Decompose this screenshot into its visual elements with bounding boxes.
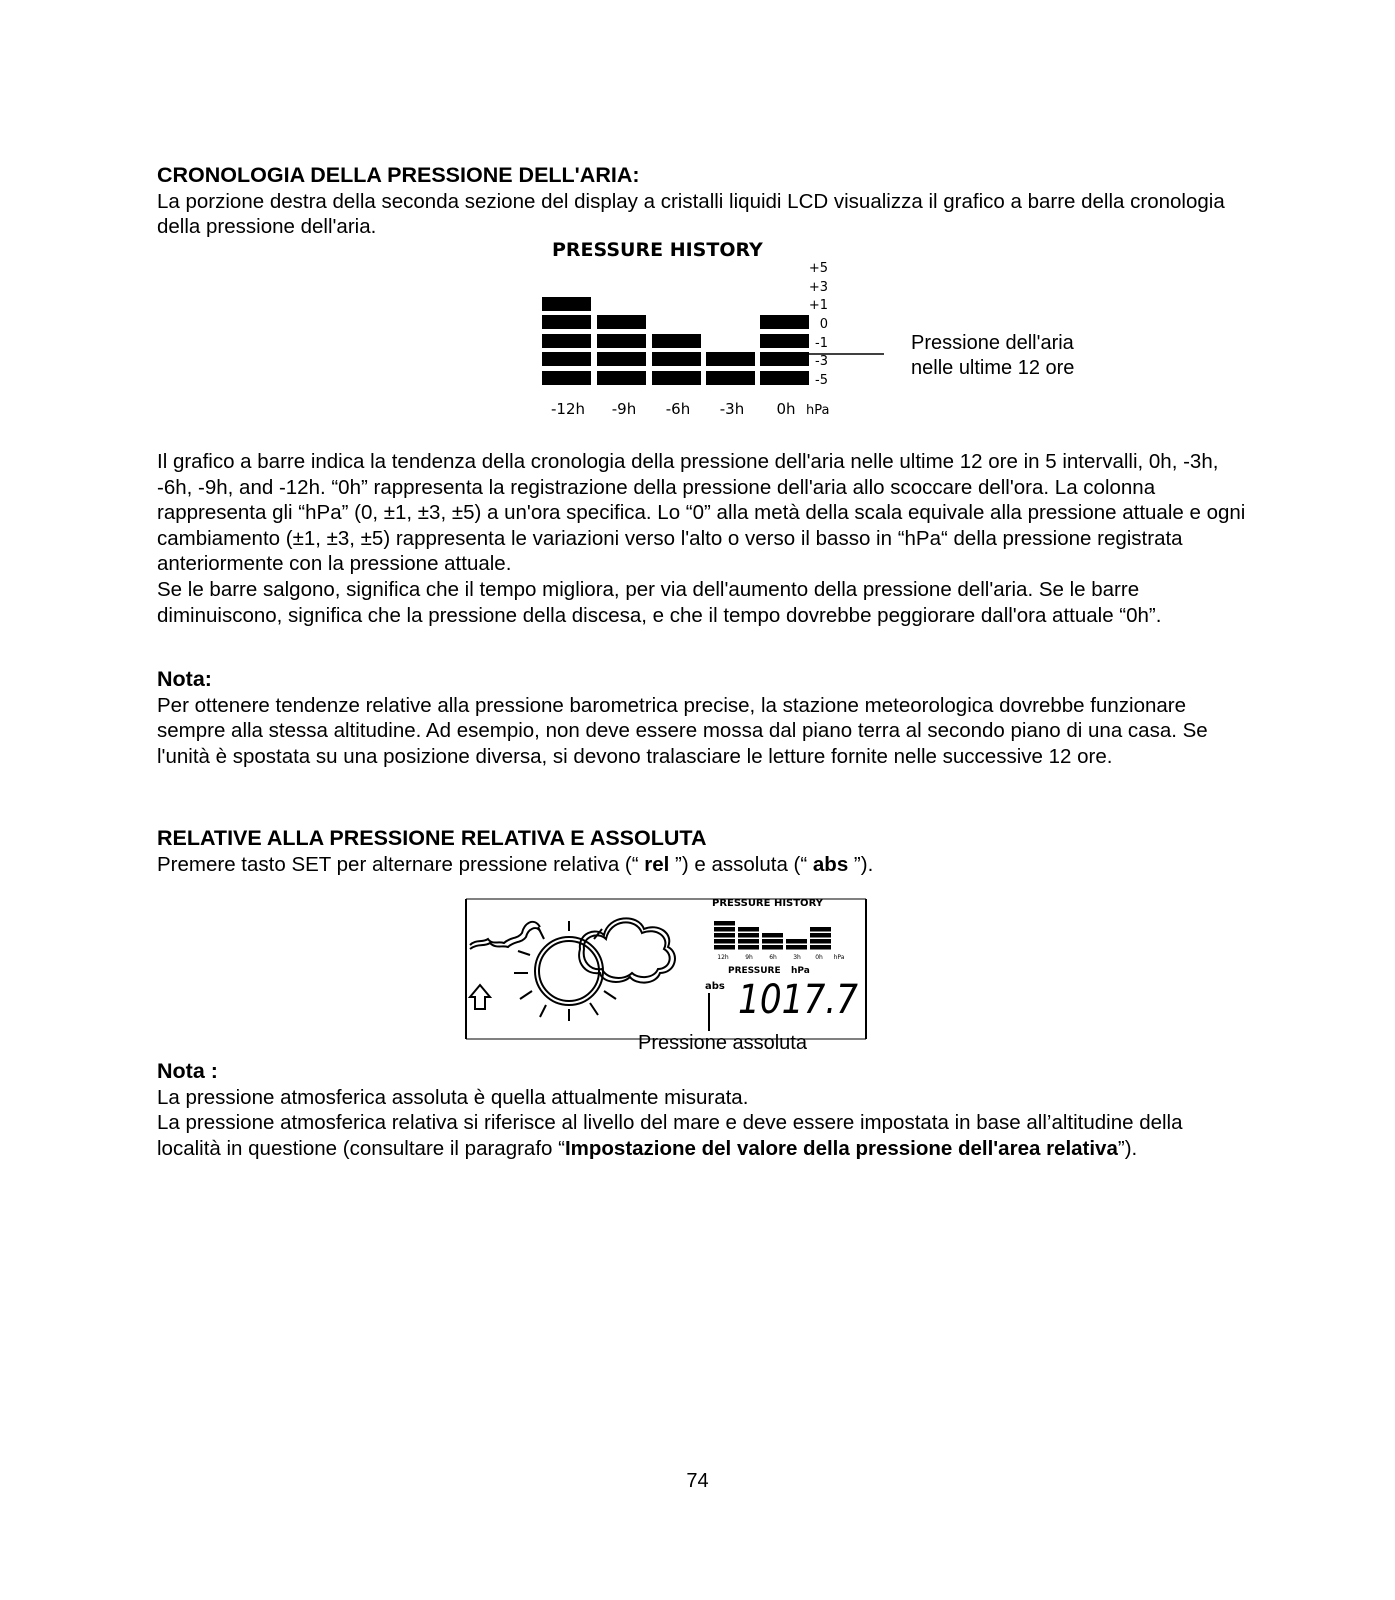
x-tick-label: 0h: [776, 400, 796, 418]
note-block: [157, 667, 1247, 769]
mini-x-label: 3h: [793, 954, 801, 961]
mini-bar-segment: [810, 939, 831, 944]
chart-bars: [542, 297, 809, 385]
scale-tick: -1: [815, 336, 828, 351]
scale-tick: -5: [815, 373, 828, 388]
mini-chart-bars: [714, 921, 831, 950]
body-paragraph-2: Se le barre salgono, significa che il tempo migliora, per via dell'aumento della pressione dell'aria. Se le barre diminuiscono, significa che la pressione della discesa, e che il tempo dovrebbe peggiorare dall'ora attuale “0h”.: [157, 577, 1162, 627]
intro-paragraph: La porzione destra della seconda sezione del display a cristalli liquidi LCD visualizza il grafico a barre della cronologia della pressione dell'aria.: [157, 189, 1225, 239]
mini-bar-segment: [714, 939, 735, 944]
page-number: 74: [686, 1470, 709, 1492]
body-paragraph-1: Il grafico a barre indica la tendenza della cronologia della pressione dell'aria nelle ultime 12 ore in 5 intervalli, 0h, -3h, -6h, -9h, and -12h. “0h” rappresenta la registrazione della pressione dell'aria allo scoccare dell'ora. La colonna rappresenta gli “hPa” (0, ±1, ±3, ±5) a un'ora specifica. Lo “0” alla metà della scala equivale alla pressione attuale e ogni cambiamento (±1, ±3, ±5) rappresenta le variazioni verso l'alto o verso il basso in “hPa“ della pressione registrata anteriormente con la pressione attuale.: [157, 450, 1246, 576]
section2-text: Premere tasto SET per alternare pressione relativa (“ rel ”) e assoluta (“ abs ”).: [157, 852, 874, 876]
bar-segment: [542, 352, 591, 366]
chart-title: PRESSURE HISTORY: [552, 239, 763, 261]
bar-segment: [597, 315, 646, 329]
bar-segment: [597, 371, 646, 385]
pressure-label: PRESSURE: [728, 966, 781, 976]
x-tick-label: -3h: [719, 400, 745, 418]
section-heading: CRONOLOGIA DELLA PRESSIONE DELL'ARIA:: [157, 163, 640, 187]
scale-tick: +1: [808, 298, 828, 313]
mode-indicator: abs: [705, 981, 725, 992]
note-text: Per ottenere tendenze relative alla pressione barometrica precise, la stazione meteorologica dovrebbe funzionare sempre alla stessa altitudine. Ad esempio, non deve essere mossa dal piano terra al secondo piano di una casa. Se l'unità è spostata su una posizione diversa, si devono tralasciare le letture fornite nelle successive 12 ore.: [157, 693, 1208, 768]
mini-x-label: 0h: [815, 954, 823, 961]
mini-bar-segment: [786, 939, 807, 944]
pressure-reading: 1017.7: [738, 977, 859, 1023]
bar-segment: [652, 352, 701, 366]
mini-x-label: 12h: [717, 954, 729, 961]
mini-bar-segment: [738, 945, 759, 950]
mini-bar-segment: [762, 933, 783, 938]
mini-bar-segment: [714, 945, 735, 950]
x-tick-label: -12h: [550, 400, 586, 418]
mini-bar-segment: [762, 939, 783, 944]
mini-bar-segment: [762, 945, 783, 950]
mini-x-label: 9h: [745, 954, 753, 961]
mini-bar-segment: [810, 927, 831, 932]
mini-bar-segment: [738, 933, 759, 938]
x-axis-labels: [551, 400, 796, 418]
bar-segment: [760, 334, 809, 348]
bar-segment: [597, 352, 646, 366]
scale-labels: [809, 261, 828, 388]
mini-bar-segment: [810, 945, 831, 950]
bar-segment: [652, 371, 701, 385]
lcd-display-figure: [462, 893, 872, 1051]
callout-line2: nelle ultime 12 ore: [911, 357, 1075, 379]
bar-segment: [652, 334, 701, 348]
scale-tick: -3: [815, 354, 828, 369]
note2-line2: La pressione atmosferica relativa si riferisce al livello del mare e deve essere impostata in base all’altitudine della località in questione (consultare il paragrafo “Impostazione del valore della pressione dell'area relativa”).: [157, 1111, 1183, 1160]
mini-bar-segment: [786, 945, 807, 950]
unit-label: hPa: [806, 403, 830, 418]
mini-x-label: hPa: [833, 954, 845, 961]
body-text: [157, 449, 1247, 628]
callout-line1: Pressione dell'aria: [911, 332, 1074, 354]
mini-chart-title: PRESSURE HISTORY: [712, 898, 823, 909]
x-tick-label: -9h: [611, 400, 637, 418]
mini-bar-segment: [714, 927, 735, 932]
bar-segment: [706, 352, 755, 366]
scale-tick: +3: [808, 280, 828, 295]
mini-bar-segment: [714, 933, 735, 938]
scale-tick: +5: [808, 261, 828, 276]
bar-segment: [542, 371, 591, 385]
mini-bar-segment: [810, 933, 831, 938]
mini-bar-segment: [738, 927, 759, 932]
bar-segment: [542, 334, 591, 348]
sun-cloud-icon: [470, 918, 675, 1021]
section-relative-absolute: [157, 826, 1247, 877]
section2-heading: RELATIVE ALLA PRESSIONE RELATIVA E ASSOLUTA: [157, 826, 707, 850]
mini-bar-segment: [738, 939, 759, 944]
scale-tick: 0: [819, 317, 828, 332]
note2-heading: Nota :: [157, 1059, 218, 1083]
note-heading: Nota:: [157, 667, 212, 691]
arrow-up-icon: [470, 985, 490, 1009]
lcd-caption: Pressione assoluta: [638, 1032, 807, 1054]
x-tick-label: -6h: [665, 400, 691, 418]
bar-segment: [760, 315, 809, 329]
pressure-unit: hPa: [791, 966, 810, 976]
referenced-paragraph: Impostazione del valore della pressione dell'area relativa: [564, 1136, 1118, 1160]
bar-segment: [542, 297, 591, 311]
mini-x-label: 6h: [769, 954, 777, 961]
note2-block: [157, 1059, 1247, 1161]
rel-keyword: rel: [644, 852, 670, 876]
note2-line1: La pressione atmosferica assoluta è quella attualmente misurata.: [157, 1085, 749, 1109]
section-pressure-history: [157, 163, 1247, 240]
mini-bar-segment: [714, 921, 735, 926]
callout-label: [911, 331, 1074, 381]
bar-segment: [542, 315, 591, 329]
mini-x-labels: [717, 954, 844, 961]
abs-keyword: abs: [812, 852, 849, 876]
bar-segment: [597, 334, 646, 348]
bar-segment: [706, 371, 755, 385]
bar-segment: [760, 371, 809, 385]
